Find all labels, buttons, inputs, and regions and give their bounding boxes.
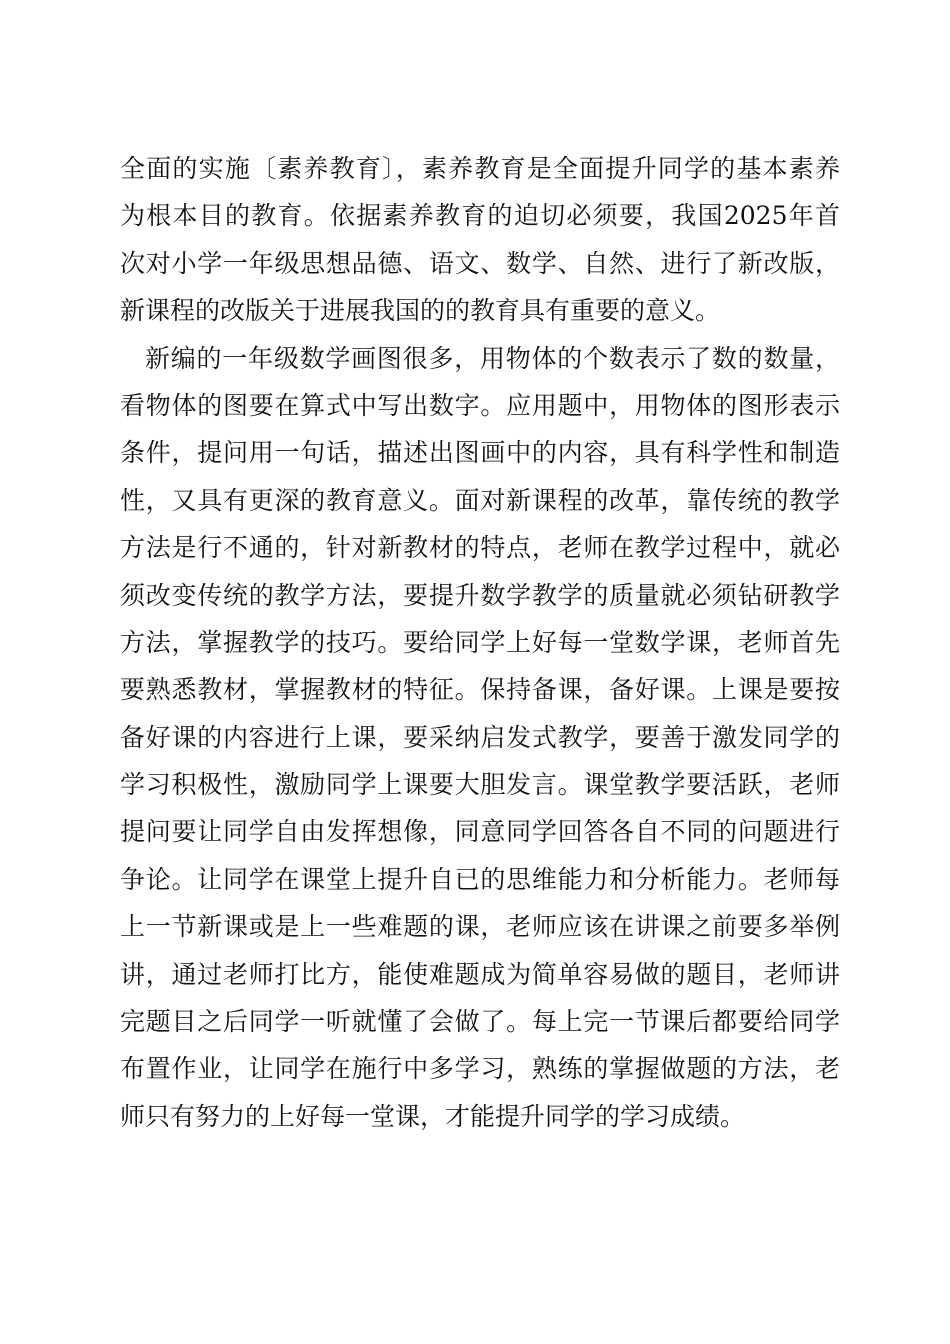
text-line: 学习积极性，激励同学上课要大胆发言。课堂教学要活跃，老师 [120,770,840,800]
text-line: 完题目之后同学一听就懂了会做了。每上完一节课后都要给同学 [120,1007,840,1037]
text-line: 条件，提问用一句话，描述出图画中的内容，具有科学性和制造 [120,438,840,468]
text-line: 须改变传统的教学方法，要提升数学教学的质量就必须钻研教学 [120,580,840,610]
paragraph-1 [120,145,840,335]
text-line: 方法，掌握教学的技巧。要给同学上好每一堂数学课，老师首先 [120,627,840,657]
text-line: 要熟悉教材，掌握教材的特征。保持备课，备好课。上课是要按 [120,675,840,705]
text-line: 看物体的图要在算式中写出数字。应用题中，用物体的图形表示 [120,390,840,420]
text-line: 方法是行不通的，针对新教材的特点，老师在教学过程中，就必 [120,533,840,563]
text-line: 上一节新课或是上一些难题的课，老师应该在讲课之前要多举例 [120,912,840,942]
paragraph-2 [120,335,840,1141]
text-line: 提问要让同学自由发挥想像，同意同学回答各自不同的问题进行 [120,817,840,847]
text-line: 为根本目的教育。依据素养教育的迫切必须要，我国2025年首 [120,201,840,231]
text-line: 讲，通过老师打比方，能使难题成为简单容易做的题目，老师讲 [120,959,840,989]
body-text [120,145,840,1140]
text-line: 布置作业，让同学在施行中多学习，熟练的掌握做题的方法，老 [120,1054,840,1084]
text-line: 性，又具有更深的教育意义。面对新课程的改革，靠传统的教学 [120,485,840,515]
text-line: 新编的一年级数学画图很多，用物体的个数表示了数的数量， [145,343,840,373]
text-line: 备好课的内容进行上课，要采纳启发式教学，要善于激发同学的 [120,722,840,752]
text-line: 次对小学一年级思想品德、语文、数学、自然、进行了新改版， [120,248,840,278]
text-line: 争论。让同学在课堂上提升自已的思维能力和分析能力。老师每 [120,864,840,894]
text-line: 新课程的改版关于进展我国的的教育具有重要的意义。 [120,296,721,326]
text-line: 师只有努力的上好每一堂课，才能提升同学的学习成绩。 [120,1101,746,1131]
text-line: 全面的实施〔素养教育〕，素养教育是全面提升同学的基本素养 [120,154,840,183]
